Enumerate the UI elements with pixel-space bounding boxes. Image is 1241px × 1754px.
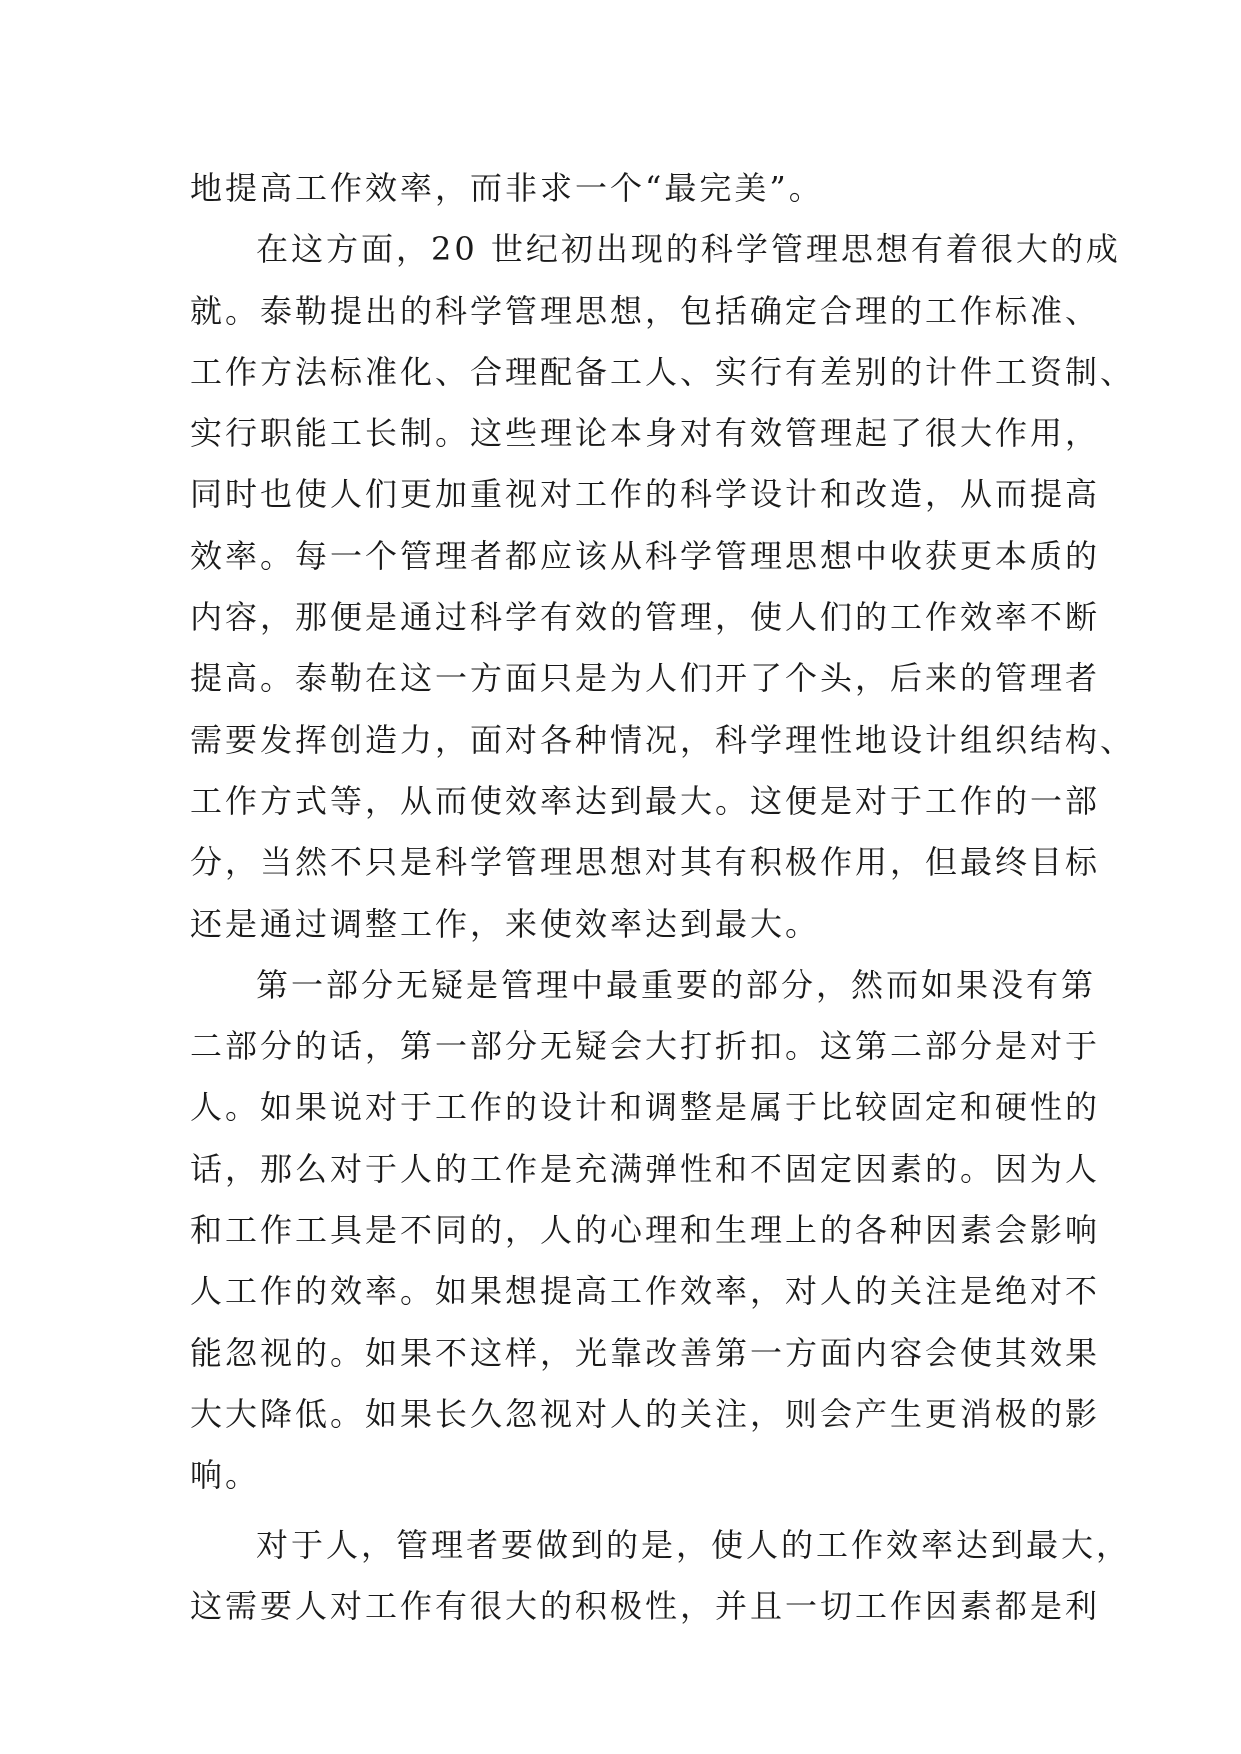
text-line: 人。如果说对于工作的设计和调整是属于比较固定和硬性的 — [190, 1088, 1101, 1127]
text-line: 效率。每一个管理者都应该从科学管理思想中收获更本质的 — [190, 536, 1101, 575]
text-line: 还是通过调整工作，来使效率达到最大。 — [190, 904, 821, 943]
text-line: 地提高工作效率，而非求一个“最完美”。 — [190, 169, 824, 207]
text-line: 话，那么对于人的工作是充满弹性和不固定因素的。因为人 — [190, 1149, 1101, 1188]
paragraph-first-line: 在这方面，20 世纪初出现的科学管理思想有着很大的成 — [256, 230, 1121, 269]
text-line: 工作方法标准化、合理配备工人、实行有差别的计件工资制、 — [190, 352, 1136, 391]
paragraph-first-line: 对于人，管理者要做到的是，使人的工作效率达到最大， — [256, 1525, 1132, 1564]
text-line: 工作方式等，从而使效率达到最大。这便是对于工作的一部 — [190, 781, 1101, 820]
text-line: 同时也使人们更加重视对工作的科学设计和改造，从而提高 — [190, 475, 1101, 514]
text-line: 内容，那便是通过科学有效的管理，使人们的工作效率不断 — [190, 598, 1101, 637]
text-line: 二部分的话，第一部分无疑会大打折扣。这第二部分是对于 — [190, 1027, 1101, 1066]
body-text — [190, 158, 1136, 1637]
text-line: 这需要人对工作有很大的积极性，并且一切工作因素都是利 — [190, 1586, 1101, 1625]
text-line: 响。 — [190, 1456, 261, 1495]
text-line: 实行职能工长制。这些理论本身对有效管理起了很大作用， — [190, 414, 1101, 453]
text-line: 大大降低。如果长久忽视对人的关注，则会产生更消极的影 — [190, 1394, 1101, 1433]
text-line: 需要发挥创造力，面对各种情况，科学理性地设计组织结构、 — [190, 720, 1136, 759]
text-line: 能忽视的。如果不这样，光靠改善第一方面内容会使其效果 — [190, 1333, 1101, 1372]
paragraph-first-line: 第一部分无疑是管理中最重要的部分，然而如果没有第 — [256, 965, 1097, 1004]
text-line: 分，当然不只是科学管理思想对其有积极作用，但最终目标 — [190, 843, 1101, 882]
text-line: 就。泰勒提出的科学管理思想，包括确定合理的工作标准、 — [190, 291, 1101, 330]
text-line: 人工作的效率。如果想提高工作效率，对人的关注是绝对不 — [190, 1272, 1101, 1311]
text-line: 提高。泰勒在这一方面只是为人们开了个头，后来的管理者 — [190, 659, 1101, 698]
text-line: 和工作工具是不同的，人的心理和生理上的各种因素会影响 — [190, 1211, 1101, 1250]
